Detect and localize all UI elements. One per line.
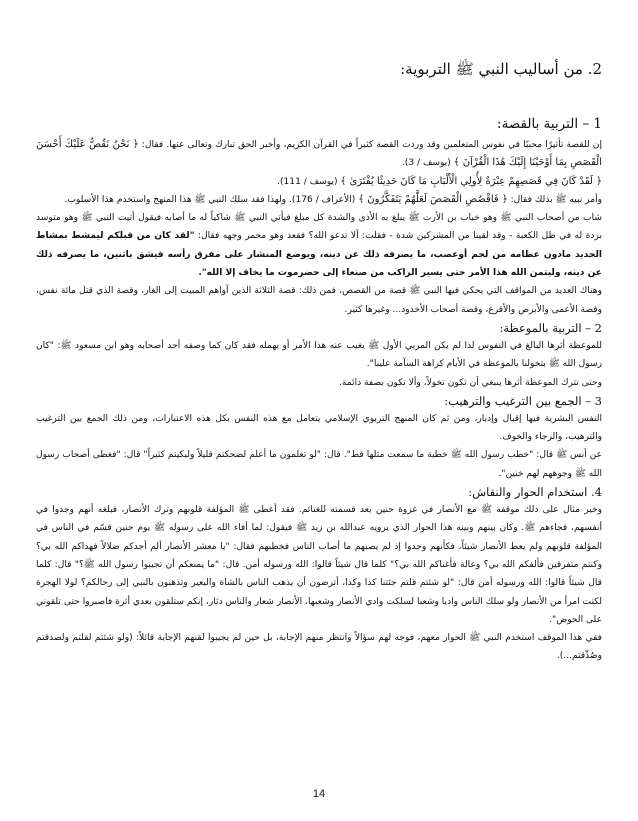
section-heading-dialogue: 4. استخدام الحوار والنقاش: [468,485,602,500]
hadith-quote-bold: "لقد كان من قبلكم ليمشط بمشاط الحديد مادون عظامه من لحم أوعصب، ما يصرفه ذلك عن دينه، ويوضع المنشار على مفرق رأسه فيشق باثنين، ما يصرفه ذلك عن دينه، وليتمن الله هذا الأمر حتى يسير الراكب من صنعاء إلى حضرموت ما يخاف إلا الله". [36,231,602,279]
section-admonition [36,321,602,392]
story-intro-text: إن للقصة تأثيرًا محببًا في نفوس المتعلمين وقد وردت القصة كثيراً في القرآن الكريم، وأخبر الحق تبارك وتعالى عنها. فقال: [141,140,602,150]
dialogue-paragraph-2: ففي هذا الموقف استخدم النبي ﷺ الحوار معهم، فوجه لهم سؤالاً وانتظر منهم الإجابة، بل حين لم يجيبوا لقنهم الإجابة قائلاً: (ولو شئتم لقلتم ولصدقتم وصُدِّقتم...). [36,633,602,662]
admonition-paragraph-1: للموعظة أثرها البالغ في النفوس لذا لم يكن المربي الأول ﷺ يغيب عنه هذا الأمر أو يهمله فقد كان كما وصفه أحد أصحابه وهو ابن مسعود ﷺ: "كان رسول الله ﷺ يتخولنا بالموعظة في الأيام كراهة السآمة علينا". [36,340,602,370]
section-heading-story: 1 – التربية بالقصة: [497,116,602,132]
story-command-text: وأمر نبيه ﷺ بذلك فقال: [510,194,602,205]
section-story [36,116,602,319]
section-dialogue [36,485,602,666]
verse-reference-yusuf-111: (يوسف / 111). [277,176,338,187]
encourage-paragraph-1: النفس البشرية فيها إقبال وإدبار، ومن ثم كان المنهج التربوي الإسلامي يتعامل مع هذه النفس بكل هذه الاعتبارات، ومن ذلك الجمع بين الترغيب والترهيب، والرجاء والخوف. [36,413,602,443]
dialogue-paragraph-1: وخير مثال على ذلك موقفه ﷺ مع الأنصار في غزوة حنين بعد قسمته للغنائم. فقد أعطى ﷺ المؤلفة قلوبهم وترك الأنصار، فبلغه أنهم وجدوا في أنفسهم، فجاءهم ﷺ. وكان بينهم وبينه هذا الحوار الذي يرويه عبدالله بن زيد ﷺ فيقول: لما أفاء الله على رسوله ﷺ يوم حنين قسّم في الناس في المؤلفة قلوبهم ولم يعط الأنصار شيئاً، فكأنهم وجدوا إذ لم يصبهم ما أصاب الناس فخطبهم فقال: "يا معشر الأنصار ألم أجدكم ضلالاً فهداكم الله بي؟ وكنتم متفرقين فألفكم الله بي؟ وعالة فأغناكم الله بي؟" كلما قال شيئاً قالوا: الله ورسوله أمن. قال: "ما يمنعكم أن تجيبوا رسول الله ﷺ؟" قال: كلما قال شيئاً قالوا: الله ورسوله أمن قال: "لو شئتم قلتم جئتنا كذا وكذا، أترضون أن يذهب الناس بالشاة والبعير وتذهبون بالنبي إلى رحالكم؟ لولا الهجرة لكنت امرأ من الأنصار ولو سلك الناس واديا وشعبا لسلكت وادي الأنصار وشعبها، الأنصار شعار والناس دثار، إنكم ستلقون بعدي أثرة فاصبروا حتى تلقوني على الحوض". [36,505,602,625]
story-paragraph-command [36,191,602,209]
story-paragraph-examples: وهناك العديد من المواقف التي يحكي فيها النبي ﷺ قصة من القصص، فمن ذلك: قصة الثلاثة الذين آواهم المبيت إلى الغار، وقصة الذي قتل مائة نفس، وقصة الأعمى والأبرص والأقرع، وقصة أصحاب الأخدود... وغيرها كثير. [36,286,602,315]
admonition-paragraph-2: وحتى تترك الموعظة أثرها ينبغي أن تكون تخولاً، وألا تكون بصفة دائمة. [339,377,602,388]
story-paragraph-khabbab [36,209,602,282]
page-number: 14 [312,788,326,800]
khabbab-narration: شاب من أصحاب النبي ﷺ وهو خباب بن الأرت ﷺ يبلغ به الأذى والشدة كل مبلغ فيأتي النبي ﷺ شاكياً له ما أصابه فيقول أتيت النبي ﷺ وهو متوسد بردة له في ظل الكعبة - وقد لقينا من المشركين شدة - فقلت: ألا تدعو الله؟ فقعد وهو محمر وجهه فقال: [36,213,602,242]
story-command-text-end: (الأعراف / 176). ولهذا فقد سلك النبي ﷺ هذا المنهج واستخدم هذا الأسلوب. [64,194,356,205]
story-paragraph-verse2 [36,173,602,191]
quran-verse-yusuf-111: ﴿ لَقَدْ كَانَ فِي قَصَصِهِمْ عِبْرَةٌ لِأُولِي الْأَلْبَابِ مَا كَانَ حَدِيثًا يُفْتَرَىٰ ﴾ [340,175,602,187]
story-paragraph-intro [36,136,602,173]
quran-verse-araf-176: ﴿ فَاقْصُصِ الْقَصَصَ لَعَلَّهُمْ يَتَفَكَّرُونَ ﴾ [358,193,508,205]
encourage-paragraph-2: عن أنس ﷺ قال: "خطب رسول الله ﷺ خطبة ما سمعت مثلها قط". قال: "لو تعلمون ما أعلم لضحكتم قليلاً ولبكيتم كثيراً" قال: "فغطى أصحاب رسول الله ﷺ وجوههم لهم خنين". [36,450,602,479]
section-heading-admonition: 2 – التربية بالموعظة: [499,320,602,335]
section-encourage-warn [36,394,602,483]
section-heading-encourage-warn: 3 – الجمع بين الترغيب والترهيب: [444,393,602,408]
quran-verse-yusuf-3: ﴿ نَحْنُ نَقُصُّ عَلَيْكَ أَحْسَنَ الْقَصَصِ بِمَا أَوْحَيْنَا إِلَيْكَ هَٰذَا الْقُرْآنَ ﴾ [36,139,602,169]
verse-reference-yusuf-3: (يوسف / 3). [401,158,451,169]
page-heading: 2. من أساليب النبي ﷺ التربوية: [400,60,602,78]
